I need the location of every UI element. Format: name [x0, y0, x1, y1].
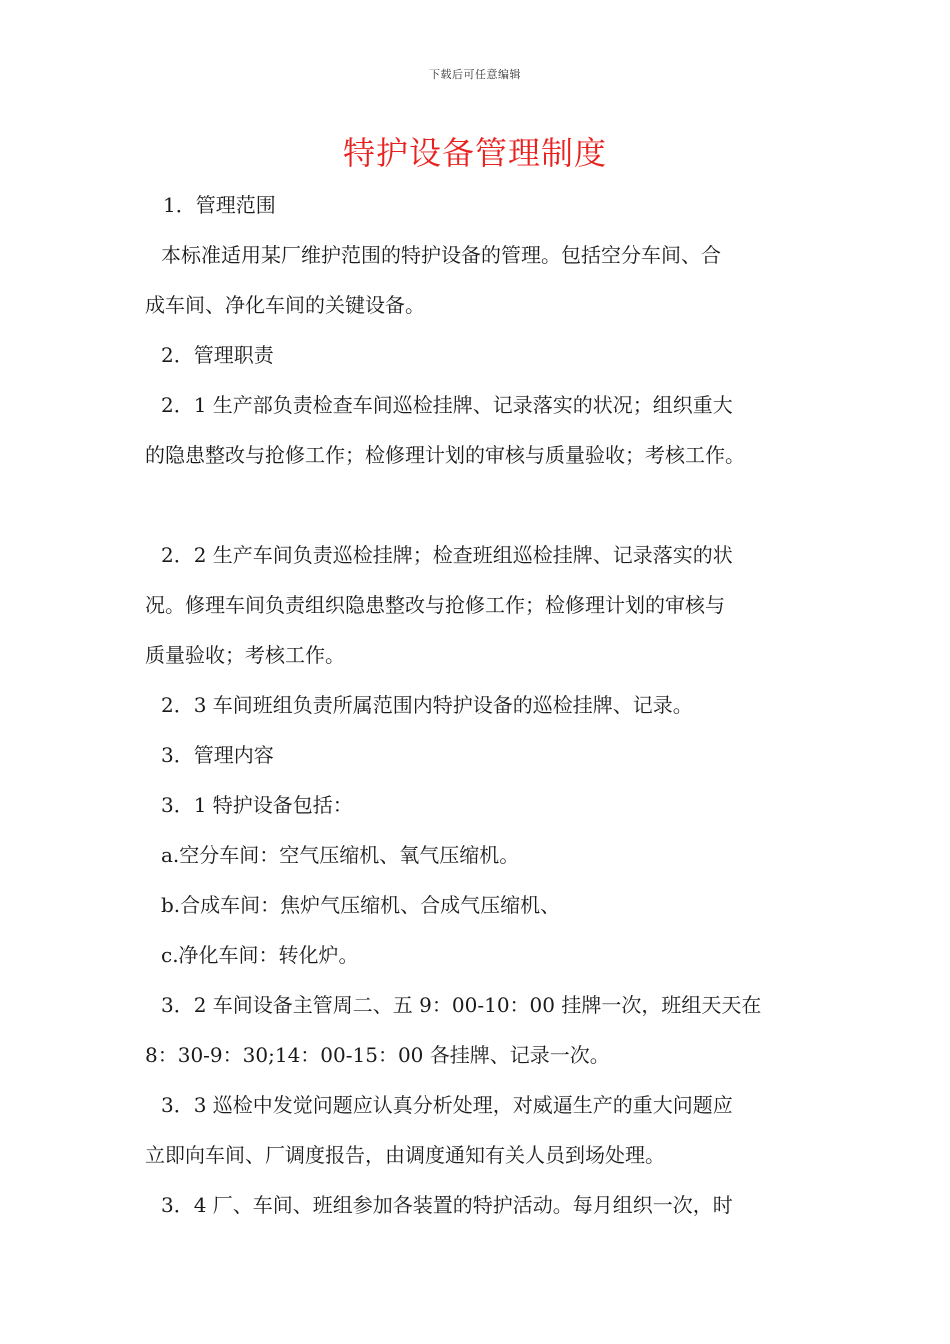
paragraph-line: 2．2 生产车间负责巡检挂牌；检查班组巡检挂牌、记录落实的状: [161, 543, 733, 567]
paragraph-line: 的隐患整改与抢修工作；检修理计划的审核与质量验收；考核工作。: [145, 443, 745, 467]
list-item: b.合成车间：焦炉气压缩机、合成气压缩机、: [161, 893, 561, 917]
section-heading-duties: 2．管理职责: [161, 343, 274, 367]
list-item: a.空分车间：空气压缩机、氧气压缩机。: [161, 843, 520, 867]
section-heading-scope: 1．管理范围: [163, 193, 276, 217]
paragraph-line: 本标准适用某厂维护范围的特护设备的管理。包括空分车间、合: [161, 243, 721, 267]
paragraph-line: 成车间、净化车间的关键设备。: [145, 293, 425, 317]
paragraph-line: 8：30-9：30;14：00-15：00 各挂牌、记录一次。: [145, 1043, 610, 1067]
paragraph-line: 2．1 生产部负责检查车间巡检挂牌、记录落实的状况；组织重大: [161, 393, 733, 417]
paragraph-line: 3．3 巡检中发觉问题应认真分析处理，对威逼生产的重大问题应: [161, 1093, 733, 1117]
paragraph-line: 立即向车间、厂调度报告，由调度通知有关人员到场处理。: [145, 1143, 665, 1167]
document-body: [145, 180, 815, 1230]
blank-line: [145, 480, 815, 530]
section-heading-content: 3．管理内容: [161, 743, 274, 767]
paragraph-line: 3．4 厂、车间、班组参加各装置的特护活动。每月组织一次，时: [161, 1193, 733, 1217]
list-item: c.净化车间：转化炉。: [161, 943, 359, 967]
paragraph-line: 况。修理车间负责组织隐患整改与抢修工作；检修理计划的审核与: [145, 593, 725, 617]
paragraph-line: 3．1 特护设备包括：: [161, 793, 353, 817]
paragraph-line: 3．2 车间设备主管周二、五 9：00-10：00 挂牌一次，班组天天在: [161, 993, 762, 1017]
document-title: 特护设备管理制度: [342, 134, 607, 172]
paragraph-line: 质量验收；考核工作。: [145, 643, 345, 667]
header-note: 下载后可任意编辑: [429, 68, 521, 81]
paragraph-line: 2．3 车间班组负责所属范围内特护设备的巡检挂牌、记录。: [161, 693, 693, 717]
